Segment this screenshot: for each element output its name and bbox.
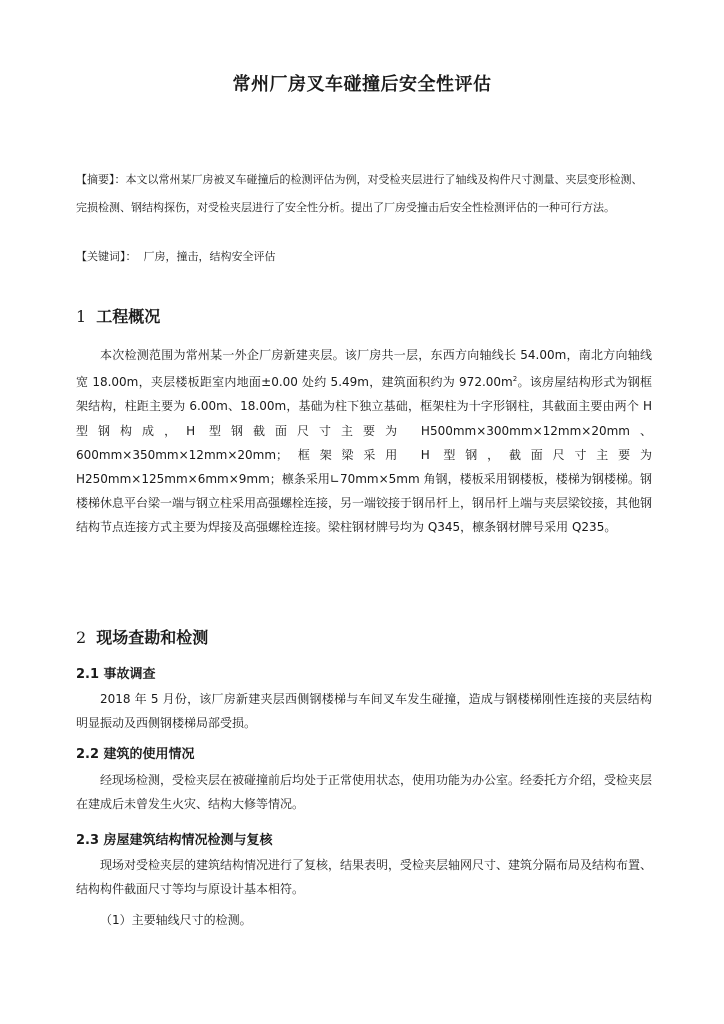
section-1-text-a: 本次检测范围为常州某一外企厂房新建夹层。该厂房共一层，东西方向轴线长 54.00m，南北方向轴线宽 18.00m，夹层楼板距室内地面±0.00 处约 5.49m，建筑面积约为 972.00m — [76, 348, 652, 390]
abstract-label: 【摘要】： — [76, 173, 126, 186]
section-1-paragraph — [76, 343, 652, 540]
subsection-2-3-heading: 2.3 房屋建筑结构情况检测与复核 — [76, 833, 273, 848]
section-1-text-b: 。该房屋结构形式为钢框架结构，柱距主要为 6.00m、18.00m，基础为柱下独立基础，框架柱为十字形钢柱，其截面主要由两个 H 型钢构成，H 型钢截面尺寸主要为 H500mm×300mm×12mm×20mm、600mm×350mm×12mm×20mm；框架梁采用 H 型钢，截面尺寸主要为 H250mm×125mm×6mm×9mm；檩条采用∟70mm×5mm 角钢，楼板采用钢楼板，楼梯为钢楼梯。钢楼梯休息平台梁一端与钢立柱采用高强螺栓连接，另一端铰接于钢吊杆上，钢吊杆上端与夹层梁铰接，其他钢结构节点连接方式主要为焊接及高强螺栓连接。梁柱钢材牌号均为 Q345，檩条钢材牌号采用 Q235。 — [76, 375, 653, 535]
abstract — [76, 166, 652, 222]
section-2-number: 2 — [76, 628, 87, 647]
subsection-2-3-text: 现场对受检夹层的建筑结构情况进行了复核，结果表明，受检夹层轴网尺寸、建筑分隔布局及结构布置、结构构件截面尺寸等均与原设计基本相符。 — [76, 858, 653, 897]
area-unit-superscript: 2 — [512, 375, 518, 384]
paper-title: 常州厂房叉车碰撞后安全性评估 — [232, 74, 492, 95]
subsection-2-1-heading: 2.1 事故调查 — [76, 667, 156, 682]
keywords — [76, 248, 276, 264]
section-2-heading — [76, 625, 208, 648]
subsection-2-2-heading: 2.2 建筑的使用情况 — [76, 747, 195, 762]
subsection-2-1-text: 2018 年 5 月份，该厂房新建夹层西侧钢楼梯与车间叉车发生碰撞，造成与钢楼梯刚性连接的夹层结构明显振动及西侧钢楼梯局部受损。 — [76, 692, 652, 731]
section-2-title: 现场查勘和检测 — [96, 628, 209, 647]
keywords-label: 【关键词】： — [76, 250, 137, 263]
abstract-text: 本文以常州某厂房被叉车碰撞后的检测评估为例，对受检夹层进行了轴线及构件尺寸测量、夹层变形检测、完损检测、钢结构探伤，对受检夹层进行了安全性分析。提出了厂房受撞击后安全性检测评估的一种可行方法。 — [76, 173, 643, 214]
subsection-2-2-text: 经现场检测，受检夹层在被碰撞前后均处于正常使用状态，使用功能为办公室。经委托方介绍，受检夹层在建成后未曾发生火灾、结构大修等情况。 — [76, 773, 653, 812]
section-1-title: 工程概况 — [96, 307, 161, 326]
subsection-2-3-item-1: （1）主要轴线尺寸的检测。 — [100, 913, 252, 927]
keywords-text: 厂房，撞击，结构安全评估 — [143, 250, 276, 263]
section-1-number: 1 — [76, 307, 87, 326]
section-1-heading — [76, 304, 160, 327]
